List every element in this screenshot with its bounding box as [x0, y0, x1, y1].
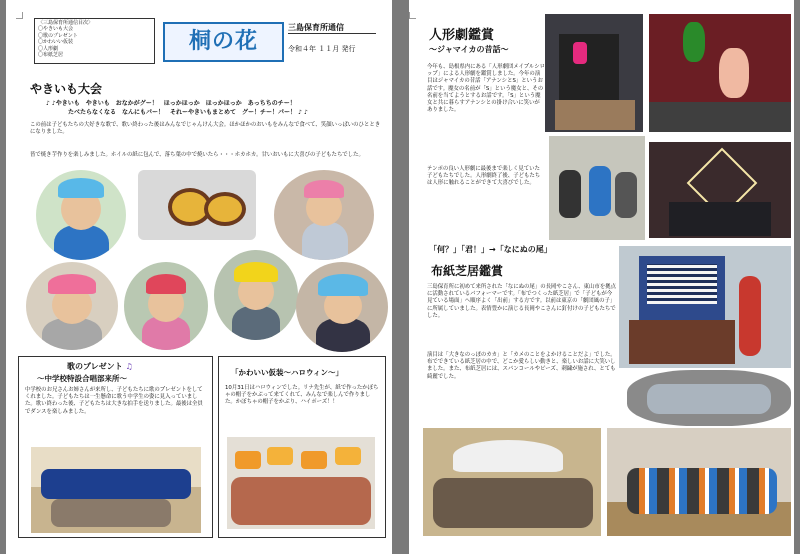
photo-halloween [227, 437, 375, 529]
section-title-puppet: 人形劇鑑賞 [429, 28, 495, 43]
section-subtitle-song: ～中学校特設合唱部来所～ [37, 374, 127, 383]
toc-line: 〇かわいい仮装 [38, 39, 74, 46]
section-body: 10月31日はハロウィンでした。リナ先生が、紙で作ったかぼちゃの帽子をかぶって来てくれて、みんなで楽しんで作りました。かぼちゃの帽子をかぶり、ハイポーズ！！ [225, 385, 379, 406]
photo-child-blue-hat [296, 262, 388, 352]
toc-line: 〇人形劇 [38, 45, 59, 52]
toc-line: 〇歌のプレゼント [38, 32, 78, 39]
section-body: テンポの良い人形劇に最後まで楽しく見ていた子どもたちでした。人形劇終了後、子どもたちは人形に触れることができて大喜びでした。 [427, 166, 541, 187]
photo-chorus [31, 447, 201, 533]
section-subtitle-puppet: ～ジャマイカの昔話～ [429, 45, 509, 54]
toc-line: 〈三島保育所通信目次〉 [38, 20, 94, 26]
page-left [6, 0, 392, 554]
photo-child-pink-cap [26, 262, 118, 350]
title-box [163, 22, 284, 62]
toc-line: 〇やきいも大会 [38, 26, 74, 33]
photo-puppet-show [649, 14, 791, 132]
section-body: 今年も、島根県内にある「人形劇団メイプルシロップ」による人形劇を鑑賞しました。今年の演目はジャマイカの昔話「アナンシとS」というお話です。魔女の名前が「S」という魔女と、その名前を当てようとするお話です。「S」という魔女と共に暮らすアナンシとの掛け合いに笑いがありました。 [427, 64, 545, 114]
crop-mark [16, 12, 23, 19]
photo-audience [627, 370, 791, 426]
photo-child-yellow-hat [214, 250, 298, 340]
section-body: この前は子どもたちの大好きな歌で、歌い終わった後はみんなでじゃんけん大会。ほかほかのおいもをみんなで食べて、笑顔いっぱいのひとときになりました。 [30, 122, 381, 136]
toc-line: 〇布紙芝居 [38, 52, 64, 59]
photo-parachute-play [423, 428, 601, 536]
section-title-cloth: 布紙芝居鑑賞 [431, 264, 504, 278]
newsletter-name: 三島保育所通信 [288, 22, 376, 34]
toc-box [34, 18, 155, 64]
song-lyric: ♪ ♪やきいも やきいも おなかがグー！ ほっかほっか ほっかほっか あっちちのチー！ [46, 100, 296, 107]
section-body: 皆で焼き芋作りを楽しみました。ホイルの紙に包んで、落ち葉の中で焼いたら・・・ホカホカ。甘いおいもに大喜びの子どもたちでした。 [30, 152, 364, 158]
song-lyric: たべたらなくなる なんにもパー！ それーやきいもまとめて グー！チー！パー！ ♪ ♪ [68, 109, 308, 116]
photo-child-eating [36, 170, 126, 260]
section-question: 「何？」「君！」→「なにぬの尾」 [429, 245, 552, 254]
halloween-box [218, 356, 386, 538]
photo-kids-touching [549, 136, 645, 240]
photo-child-red-hat [124, 262, 208, 350]
issue-date: 令和４年 １１月 発行 [288, 45, 356, 53]
photo-star-puppet [649, 142, 791, 238]
photo-sweet-potato [138, 170, 256, 240]
photo-puppet-stage [545, 14, 643, 132]
section-title-yakiimo: やきいも大会 [30, 82, 103, 96]
page-right [409, 0, 794, 554]
crop-mark [409, 12, 416, 19]
section-title-halloween: 「かわいい仮装～ハロウィン～」 [231, 368, 344, 377]
photo-cloth-storyteller [619, 246, 791, 368]
section-body: 演目は「大きなのっぽのカカ」と「カメのことをよかけることだよ」でした。布でできている紙芝居の中で、どこか愛らしい動きと、楽しいお話に大笑いしました。また、布紙芝居には、スパンコールやビーズ、刺繍が施され、とても綺麗でした。 [427, 352, 616, 380]
section-title-song: 歌のプレゼント ♫ [67, 362, 133, 371]
newsletter-title: 桐の花 [188, 29, 258, 54]
section-body: 中学校のお兄さんお姉さんが来所し、子どもたちに歌のプレゼントをしてくれました。子どもたちは一生懸命に歌う中学生の姿に見入っていました。歌い終わった後、子どもたちは大きな拍手を送りました。最後は全員でダンスを楽しみました。 [25, 387, 203, 415]
photo-child-pink-hat [274, 170, 374, 260]
song-present-box [18, 356, 213, 538]
section-body: 三島保育所に初めて来所された「なにぬの尾」の長岡やこさん、東山市を拠点に活動されているパフォーマーです。「布でつくった紙芝居」で「子どもが今見ている場面」へ順序よく「出前」する方です。以前は東京の「劇団風の子」に所属していました。表情豊かに演じる長岡やこさんに釘付けの子どもたちでした。 [427, 284, 616, 319]
photo-group-kids [607, 428, 791, 536]
